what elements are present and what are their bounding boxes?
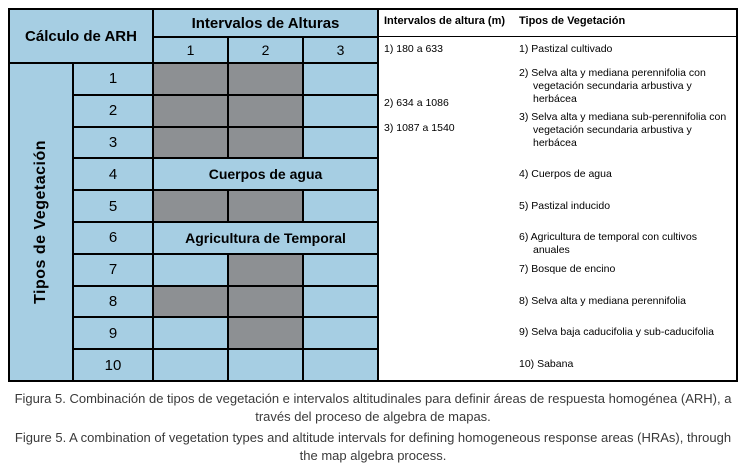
arh-matrix xyxy=(10,10,377,380)
matrix-cell-gray xyxy=(229,64,302,94)
matrix-cell-blue xyxy=(304,191,377,221)
row-number: 2 xyxy=(74,96,152,126)
matrix-cell-gray xyxy=(229,191,302,221)
column-number: 3 xyxy=(304,38,377,62)
matrix-cell-gray xyxy=(154,96,227,126)
figure-5-diagram xyxy=(8,8,738,382)
vegetation-type-item: 1) Pastizal cultivado xyxy=(519,43,613,55)
matrix-row xyxy=(74,223,377,253)
matrix-cell-blue xyxy=(229,350,302,380)
matrix-cell-blue xyxy=(304,96,377,126)
row-number: 7 xyxy=(74,255,152,285)
matrix-row xyxy=(74,96,377,126)
vegetation-type-item: 8) Selva alta y mediana perennifolia xyxy=(519,295,686,307)
row-number: 6 xyxy=(74,223,152,253)
matrix-cell-blue xyxy=(304,64,377,94)
matrix-row xyxy=(74,255,377,285)
matrix-cell-blue xyxy=(154,255,227,285)
vegetation-type-item: 2) Selva alta y mediana perennifolia con vegetación secundaria arbustiva y herbácea xyxy=(519,67,706,106)
merged-row-label: Cuerpos de agua xyxy=(154,159,377,189)
row-number: 4 xyxy=(74,159,152,189)
matrix-cell-blue xyxy=(304,128,377,158)
matrix-cell-gray xyxy=(154,191,227,221)
matrix-cell-gray xyxy=(154,287,227,317)
matrix-cell-gray xyxy=(229,287,302,317)
row-number: 3 xyxy=(74,128,152,158)
legend-divider xyxy=(379,36,736,37)
caption-spanish: Figura 5. Combinación de tipos de vegetación e intervalos altitudinales para definir áreas de respuesta homogénea (ARH), a través del proceso de algebra de mapas. xyxy=(14,391,732,424)
vegetation-type-item: 6) Agricultura de temporal con cultivos anuales xyxy=(519,231,698,257)
height-interval-item: 1) 180 a 633 xyxy=(384,43,443,55)
row-number: 8 xyxy=(74,287,152,317)
matrix-row xyxy=(74,128,377,158)
column-numbers xyxy=(154,38,377,62)
matrix-cell-gray xyxy=(229,96,302,126)
vegetation-type-item: 4) Cuerpos de agua xyxy=(519,168,612,180)
legend-panel xyxy=(377,10,736,380)
matrix-cell-gray xyxy=(229,318,302,348)
matrix-header-band xyxy=(10,10,377,62)
matrix-cell-blue xyxy=(304,255,377,285)
matrix-row xyxy=(74,350,377,380)
matrix-cell-gray xyxy=(229,128,302,158)
row-number: 10 xyxy=(74,350,152,380)
column-number: 1 xyxy=(154,38,227,62)
column-number: 2 xyxy=(229,38,302,62)
matrix-row xyxy=(74,287,377,317)
row-number: 9 xyxy=(74,318,152,348)
height-interval-item: 3) 1087 a 1540 xyxy=(384,122,455,134)
matrix-cell-blue xyxy=(154,350,227,380)
column-group-header: Intervalos de Alturas xyxy=(154,10,377,36)
vegetation-type-item: 9) Selva baja caducifolia y sub-caducifolia xyxy=(519,326,714,338)
legend-vegetation-header: Tipos de Vegetación xyxy=(519,15,626,27)
row-number: 1 xyxy=(74,64,152,94)
height-intervals-header-group xyxy=(154,10,377,62)
merged-row-label: Agricultura de Temporal xyxy=(154,223,377,253)
matrix-cell-blue xyxy=(304,318,377,348)
matrix-body xyxy=(10,64,377,380)
vegetation-type-item: 10) Sabana xyxy=(519,358,574,370)
row-group-header xyxy=(10,64,72,380)
height-interval-item: 2) 634 a 1086 xyxy=(384,97,449,109)
vegetation-type-item: 5) Pastizal inducido xyxy=(519,200,611,212)
matrix-cell-blue xyxy=(154,318,227,348)
matrix-row xyxy=(74,318,377,348)
matrix-row xyxy=(74,191,377,221)
corner-label: Cálculo de ARH xyxy=(10,10,152,62)
vegetation-type-item: 3) Selva alta y mediana sub-perennifolia con vegetación secundaria arbustiva y herbácea xyxy=(519,111,727,150)
row-group-header-label: Tipos de Vegetación xyxy=(32,140,49,304)
matrix-cell-gray xyxy=(229,255,302,285)
vegetation-type-item: 7) Bosque de encino xyxy=(519,263,616,275)
figure-caption xyxy=(10,390,736,465)
row-number: 5 xyxy=(74,191,152,221)
legend-heights-header: Intervalos de altura (m) xyxy=(384,15,506,27)
matrix-row xyxy=(74,64,377,94)
matrix-cell-blue xyxy=(304,287,377,317)
matrix-cell-gray xyxy=(154,128,227,158)
matrix-cell-gray xyxy=(154,64,227,94)
matrix-grid xyxy=(74,64,377,380)
matrix-row xyxy=(74,159,377,189)
matrix-cell-blue xyxy=(304,350,377,380)
caption-english: Figure 5. A combination of vegetation types and altitude intervals for defining homogeneous response areas (HRAs), through the map algebra process. xyxy=(14,430,732,463)
